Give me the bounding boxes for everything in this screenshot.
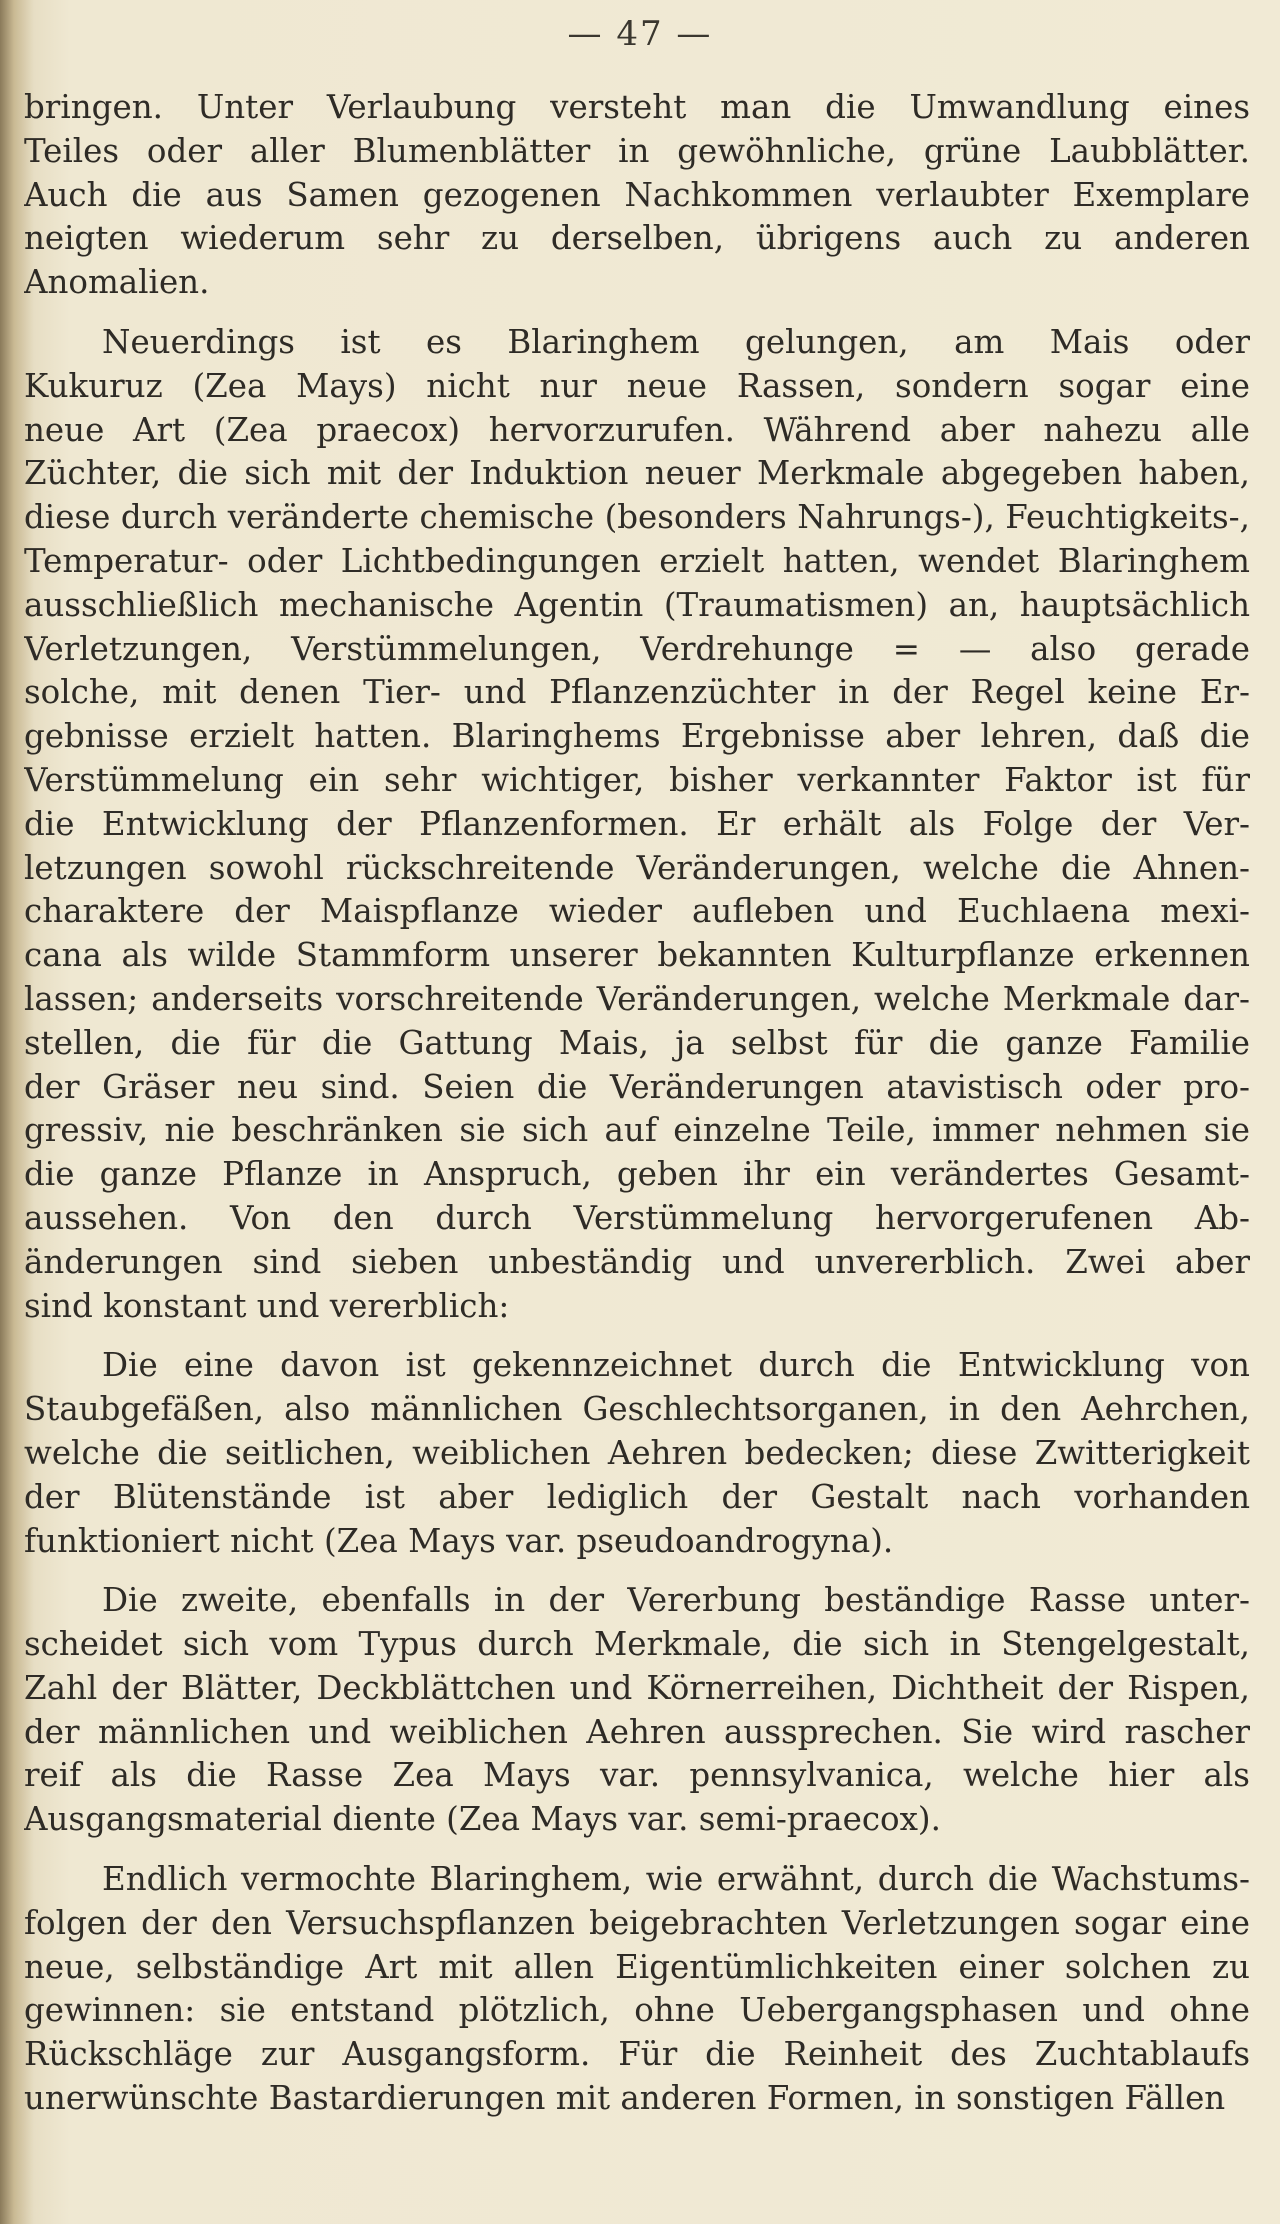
page-number: — 47 — bbox=[567, 14, 713, 54]
text-line: scheidet sich vom Typus durch Merkmale, die sich in Stengelgestalt, bbox=[24, 1625, 1250, 1664]
text-line: gressiv, nie beschränken sie sich auf einzelne Teile, immer nehmen sie bbox=[24, 1111, 1250, 1150]
paragraph bbox=[24, 1858, 1250, 2121]
text-line: änderungen sind sieben unbeständig und unvererblich. Zwei aber bbox=[24, 1242, 1250, 1281]
text-line: gewinnen: sie entstand plötzlich, ohne Uebergangsphasen und ohne bbox=[24, 1991, 1250, 2030]
text-line: der Gräser neu sind. Seien die Veränderungen atavistisch oder pro- bbox=[24, 1067, 1250, 1106]
paragraph bbox=[24, 1579, 1250, 1842]
text-line: die Entwicklung der Pflanzenformen. Er erhält als Folge der Ver- bbox=[24, 804, 1250, 843]
text-line: reif als die Rasse Zea Mays var. pennsylvanica, welche hier als bbox=[24, 1756, 1250, 1795]
text-line: lassen; anderseits vorschreitende Veränderungen, welche Merkmale dar- bbox=[24, 979, 1250, 1018]
text-line: gebnisse erzielt hatten. Blaringhems Ergebnisse aber lehren, daß die bbox=[24, 717, 1250, 756]
text-line: Staubgefäßen, also männlichen Geschlechtsorganen, in den Aehrchen, bbox=[24, 1390, 1250, 1429]
text-line: Zahl der Blätter, Deckblättchen und Körnerreihen, Dichtheit der Rispen, bbox=[24, 1668, 1250, 1707]
text-line: Auch die aus Samen gezogenen Nachkommen verlaubter Exemplare bbox=[24, 175, 1250, 214]
text-line: funktioniert nicht (Zea Mays var. pseudoandrogyna). bbox=[24, 1521, 894, 1560]
text-line: ausschließlich mechanische Agentin (Traumatismen) an, hauptsächlich bbox=[24, 585, 1250, 624]
text-line: cana als wilde Stammform unserer bekannten Kulturpflanze erkennen bbox=[24, 936, 1250, 975]
text-line: Verstümmelung ein sehr wichtiger, bisher verkannter Faktor ist für bbox=[24, 760, 1250, 799]
text-line: Temperatur- oder Lichtbedingungen erzielt hatten, wendet Blaringhem bbox=[24, 541, 1250, 580]
text-line: Neuerdings ist es Blaringhem gelungen, am Mais oder bbox=[102, 322, 1250, 361]
paragraph bbox=[24, 86, 1250, 305]
text-line: welche die seitlichen, weiblichen Aehren bedecken; diese Zwitterigkeit bbox=[24, 1433, 1250, 1472]
text-line: Endlich vermochte Blaringhem, wie erwähnt, durch die Wachstums- bbox=[102, 1860, 1250, 1899]
text-line: Rückschläge zur Ausgangsform. Für die Reinheit des Zuchtablaufs bbox=[24, 2035, 1250, 2074]
text-line: Die eine davon ist gekennzeichnet durch die Entwicklung von bbox=[102, 1346, 1250, 1385]
text-line: Verletzungen, Verstümmelungen, Verdrehunge = — also gerade bbox=[24, 629, 1250, 668]
text-line: die ganze Pflanze in Anspruch, geben ihr ein verändertes Gesamt- bbox=[24, 1155, 1250, 1194]
text-line: neigten wiederum sehr zu derselben, übrigens auch zu anderen bbox=[24, 219, 1250, 258]
text-line: Teiles oder aller Blumenblätter in gewöhnliche, grüne Laubblätter. bbox=[24, 131, 1250, 170]
text-line: bringen. Unter Verlaubung versteht man die Umwandlung eines bbox=[24, 88, 1250, 126]
text-line: Kukuruz (Zea Mays) nicht nur neue Rassen, sondern sogar eine bbox=[24, 366, 1250, 405]
text-line: folgen der den Versuchspflanzen beigebrachten Verletzungen sogar eine bbox=[24, 1903, 1250, 1942]
paragraph-gap bbox=[24, 1563, 1250, 1579]
text-line: Die zweite, ebenfalls in der Vererbung beständige Rasse unter- bbox=[102, 1581, 1250, 1620]
text-line: Züchter, die sich mit der Induktion neuer Merkmale abgegeben haben, bbox=[24, 454, 1250, 493]
paragraph bbox=[24, 321, 1250, 1328]
text-line: diese durch veränderte chemische (besonders Nahrungs-), Feuchtigkeits-, bbox=[24, 498, 1250, 537]
text-line: sind konstant und vererblich: bbox=[24, 1286, 510, 1325]
text-line: neue Art (Zea praecox) hervorzurufen. Während aber nahezu alle bbox=[24, 410, 1250, 449]
text-line: der männlichen und weiblichen Aehren aussprechen. Sie wird rascher bbox=[24, 1712, 1250, 1751]
text-line: stellen, die für die Gattung Mais, ja selbst für die ganze Familie bbox=[24, 1023, 1250, 1062]
text-line: der Blütenstände ist aber lediglich der Gestalt nach vorhanden bbox=[24, 1477, 1250, 1516]
text-line: neue, selbständige Art mit allen Eigentümlichkeiten einer solchen zu bbox=[24, 1947, 1250, 1986]
paragraph bbox=[24, 1344, 1250, 1563]
text-line: aussehen. Von den durch Verstümmelung hervorgerufenen Ab- bbox=[24, 1198, 1250, 1237]
text-line: solche, mit denen Tier- und Pflanzenzüchter in der Regel keine Er- bbox=[24, 673, 1250, 712]
body-text bbox=[24, 86, 1250, 2121]
text-line: Ausgangsmaterial diente (Zea Mays var. semi-praecox). bbox=[24, 1800, 941, 1839]
text-line: letzungen sowohl rückschreitende Veränderungen, welche die Ahnen- bbox=[24, 848, 1250, 887]
text-line: Anomalien. bbox=[24, 263, 210, 302]
paragraph-gap bbox=[24, 1842, 1250, 1858]
paragraph-gap bbox=[24, 305, 1250, 321]
text-line: charaktere der Maispflanze wieder aufleben und Euchlaena mexi- bbox=[24, 892, 1250, 931]
text-line: unerwünschte Bastardierungen mit anderen Formen, in sonstigen Fällen bbox=[24, 2079, 1226, 2118]
paragraph-gap bbox=[24, 1328, 1250, 1344]
